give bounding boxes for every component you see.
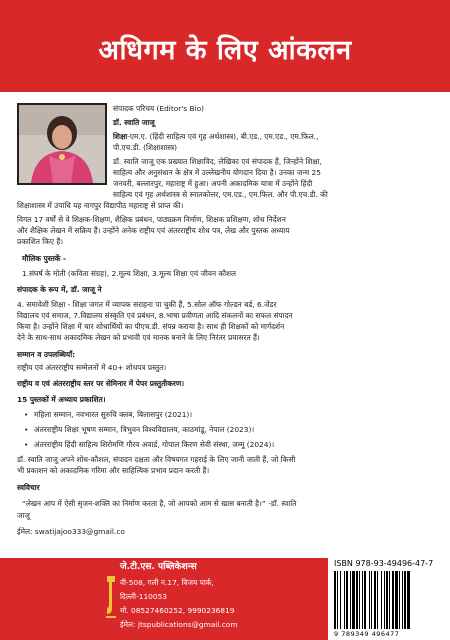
honors-heading: सम्मान व उपलब्धियाँ: [17,350,76,359]
papers-presented: राष्ट्रीय एवं अंतरराष्ट्रीय सम्मेलनों में 40+ शोधपत्र प्रस्तुत। [17,363,167,372]
publisher-name: जे.टी.एस. पब्लिकेशन्स [120,562,197,572]
award-item: • अंतरराष्ट्रीय हिंदी साहित्य शिरोमणि गौरव अवार्ड, गोपाल किरण सेवी संस्था, जम्मू (2024)। [34,439,274,450]
education-line-1 [113,131,318,142]
original-books-heading: मौलिक पुस्तकें - [22,254,67,263]
award-item: • महिला सम्मान, नवभारत सुरुचि क्लब, बिलासपुर (2021)। [34,409,192,420]
quote-line-1: “लेखन आप में ऐसी सृजन-शक्ति का निर्माण करता है, जो आपको आम से खास बनाती है।” -डॉ. स्वाति [22,499,297,508]
barcode-bar [346,571,348,629]
barcode-bar [404,571,406,629]
education-line-2: पी.एच.डी. (शिक्षाशास्त्र) [113,143,177,152]
barcode-bar [374,571,376,629]
as-editor-line: 4. समावेशी शिक्षा - शिक्षा जगत में व्यापक सराहना पा चुकी हैं, 5.सोल ऑफ गोल्डन बर्ड, 6.जेंडर [17,300,277,309]
barcode-bar [340,571,341,629]
isbn-digits: 9 789349 496477 [334,630,400,638]
barcode-bar [359,571,360,629]
publisher-email: ईमेल: jtspublications@gmail.com [120,620,238,629]
publisher-phone: मो. 08527460252, 9990236819 [120,606,235,615]
barcode-bar [381,571,382,629]
barcode-bar [377,571,378,629]
experience-line: प्रकाशित किए हैं। [17,237,64,246]
barcode-bar [356,571,358,629]
as-editor-line: विद्यालय एवं समाज, 7.विद्यालय संस्कृति एवं प्रबंधन, 8.भाषा प्रवीणता आदि संकलनों का सफल संपादन [17,311,293,320]
barcode-bar [364,571,366,629]
bio-line: साहित्य और अनुसंधान के क्षेत्र में उल्लेखनीय योगदान दिया है। उनका जन्म 25 [113,168,321,177]
as-editor-heading: संपादक के रूप में, डॉ. जाजू ने [17,285,102,294]
education-degrees: -एम.ए. (हिंदी साहित्य एवं गृह अर्थशास्त्र), बी.एड., एम.एड., एम.फिल., [127,132,319,141]
award-item: • अंतरराष्ट्रीय शिक्षा भूषण सम्मान, त्रिभुवन विश्वविद्यालय, काठमांडू, नेपाल (2023)। [34,424,254,435]
as-editor-line: देने के साथ-साथ अकादमिक लेखन को प्रभावी एवं मानक बनाने के लिए निरंतर प्रयासरत हैं। [17,333,260,342]
closing-line: डॉ. स्वाति जाजू अपने शोध-कौशल, संपादन दक्षता और विषयगत गहराई के लिए जानी जाती हैं, जो किसी [17,455,296,464]
publisher-logo-icon [104,570,118,620]
barcode-bar [337,571,338,629]
barcode-bar [384,571,385,629]
barcode-bar [407,571,410,629]
bio-line: साहित्य एवं गृह अर्थशास्त्र से स्नातकोत्तर, एम.एड., एम.फिल. और पी.एच.डी. की [113,190,328,199]
barcode-bar [386,571,388,629]
chapters-published: 15 पुस्तकों में अध्याय प्रकाशित। [17,395,106,404]
barcode-bar [350,571,351,629]
title-banner [0,0,450,92]
barcode-bar [395,571,398,629]
publisher-address-1: वी-508, गली न.17, विजय पार्क, [120,578,214,587]
barcode-icon [332,571,444,629]
editor-portrait-image [19,105,105,183]
barcode-bar [344,571,345,629]
editor-bio-heading: संपादक परिचय (Editor's Bio) [113,104,205,113]
editor-email: ईमेल: swatijajoo333@gmail.co [17,527,125,536]
education-label: शिक्षा [113,132,128,141]
self-thought-heading: स्वविचार [17,483,40,492]
barcode-bar [352,571,355,629]
isbn-label: ISBN 978-93-49496-47-7 [334,559,434,568]
barcode-bar [402,571,403,629]
experience-line: और शैक्षिक लेखन में सक्रिय हैं। उन्होंने अनेक राष्ट्रीय एवं अंतरराष्ट्रीय शोध पत्र, लेख और पुस्तक अध्याय [17,226,290,235]
publisher-address-2: दिल्ली-110053 [120,592,167,601]
barcode-bar [392,571,394,629]
publisher-info [118,560,248,640]
barcode-bar [369,571,370,629]
barcode-bar [371,571,372,629]
original-books-list: 1.संघर्ष के मोती (कविता संग्रह), 2.मूल्य शिक्षा, 3.मूल्य शिक्षा एवं जीवन कौशल [22,269,237,278]
seminar-presentations: राष्ट्रीय व एवं अंतरराष्ट्रीय स्तर पर सेमिनार में पेपर प्रस्तुतीकरण। [17,379,185,388]
as-editor-line: किया है। उन्होंने शिक्षा में चार शोधार्थियों का पीएच.डी. संपन्न कराया है। साथ ही शिक्षकों को मार्गदर्शन [17,322,285,331]
bio-line: डॉ. स्वाति जाजू एक प्रख्यात शिक्षाविद, लेखिका एवं संपादक हैं, जिन्होंने शिक्षा, [113,157,322,166]
quote-line-2: जाजू [17,511,30,520]
experience-line: विगत 17 वर्षों से वे शिक्षक-शिक्षण, शैक्षिक प्रबंधन, पाठ्यक्रम निर्माण, शिक्षक प्रशिक्षण, शोध निर्देशन [17,215,286,224]
book-title: अधिगम के लिए आंकलन [98,35,352,66]
barcode-bar [334,571,336,629]
bio-line: जनवरी, बल्लारपुर, महाराष्ट्र में हुआ। अपनी अकादमिक यात्रा में उन्होंने हिंदी [113,179,313,188]
closing-line: भी प्रकाशन को अकादमिक गरिमा और साहित्यिक प्रभाव प्रदान करती हैं। [17,466,210,475]
barcode-bar [362,571,363,629]
editor-photo [17,103,107,185]
barcode-bar [399,571,400,629]
bio-line: शिक्षाशास्त्र में उपाधि यह नागपुर विद्यापीठ महाराष्ट्र से प्राप्त की। [17,201,184,210]
barcode-bar [389,571,390,629]
editor-name: डॉ. स्वाति जाजू [113,118,155,127]
